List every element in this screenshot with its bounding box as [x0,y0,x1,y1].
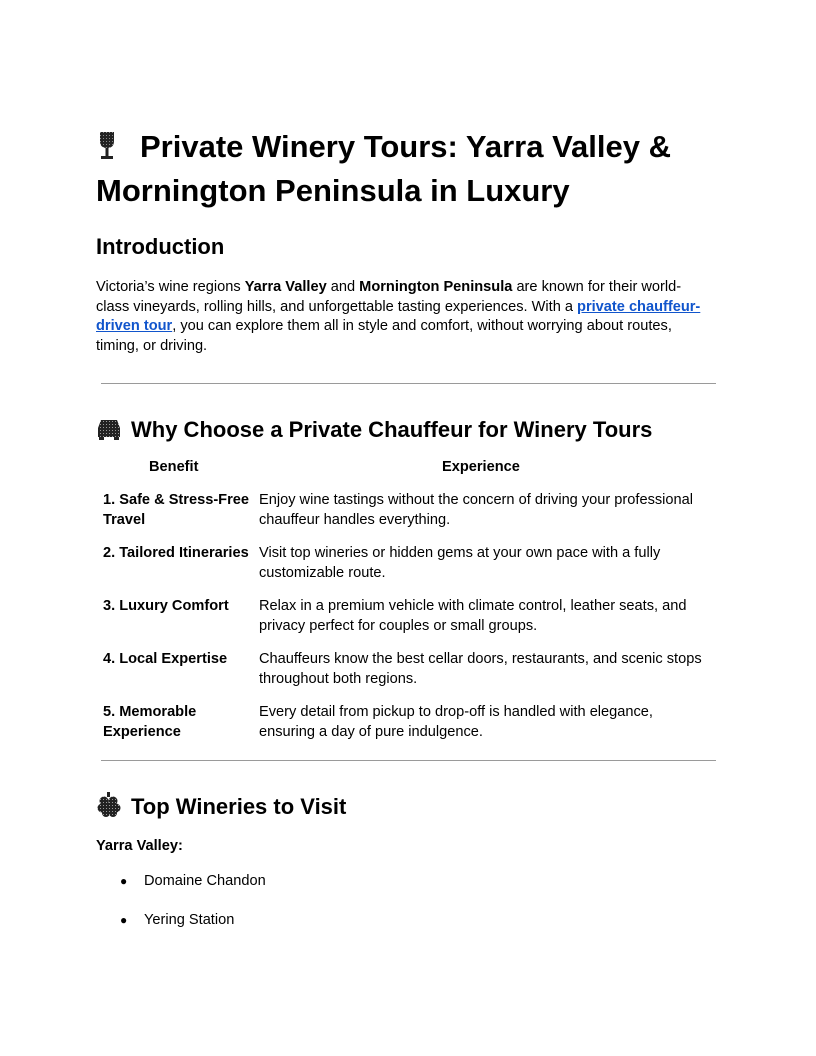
list-item [96,911,266,950]
experience-cell: Chauffeurs know the best cellar doors, restaurants, and scenic stops throughout both regions. [259,651,702,687]
intro-text: are known for their world-class vineyards, rolling hills, and unforgettable tasting experiences. With a [96,279,682,315]
experience-cell: Relax in a premium vehicle with climate control, leather seats, and privacy perfect for couples or small groups. [259,598,687,634]
wine-glass-icon [96,131,126,171]
private-chauffeur-tour-link[interactable]: private chauffeur-driven tour [96,298,701,334]
benefits-table [103,491,720,756]
column-header-experience: Experience [442,459,520,475]
column-header-benefit: Benefit [149,459,199,475]
table-row [103,544,720,597]
winery-list [96,872,266,950]
intro-text: Victoria’s wine regions [96,279,245,295]
table-row [103,650,720,703]
experience-cell: Every detail from pickup to drop-off is handled with elegance, ensuring a day of pure indulgence. [259,704,653,740]
benefit-cell: 3. Luxury Comfort [103,598,229,614]
experience-cell: Visit top wineries or hidden gems at your own pace with a fully customizable route. [259,545,661,581]
region-subheading: Yarra Valley: [96,838,183,854]
page-title-text: Private Winery Tours: Yarra Valley & Mornington Peninsula in Luxury [96,129,671,208]
bullet-icon: ● [120,913,128,927]
benefit-cell: 4. Local Expertise [103,651,228,667]
winery-name: Yering Station [144,912,235,928]
car-icon [96,417,122,448]
benefit-cell: 5. Memorable Experience [103,704,197,740]
why-choose-heading [96,416,652,448]
table-row [103,491,720,544]
grapes-icon [96,792,122,825]
table-row [103,703,720,756]
introduction-paragraph [96,278,708,356]
intro-mornington-peninsula: Mornington Peninsula [359,279,513,295]
intro-text: and [326,279,360,295]
horizontal-divider [101,383,716,384]
page-title [96,127,720,211]
why-choose-heading-text: Why Choose a Private Chauffeur for Winery Tours [131,417,653,442]
winery-name: Domaine Chandon [144,873,266,889]
benefit-cell: 2. Tailored Itineraries [103,545,249,561]
horizontal-divider [101,760,716,761]
bullet-icon: ● [120,874,128,888]
top-wineries-heading [96,792,346,825]
intro-yarra-valley: Yarra Valley [244,279,327,295]
top-wineries-heading-text: Top Wineries to Visit [131,794,347,819]
list-item [96,872,266,911]
benefit-cell: 1. Safe & Stress-Free Travel [103,492,250,528]
table-row [103,597,720,650]
intro-text: , you can explore them all in style and comfort, without worrying about routes, timing, or driving. [96,318,672,354]
experience-cell: Enjoy wine tastings without the concern of driving your professional chauffeur handles everything. [259,492,693,528]
introduction-heading: Introduction [96,234,225,259]
